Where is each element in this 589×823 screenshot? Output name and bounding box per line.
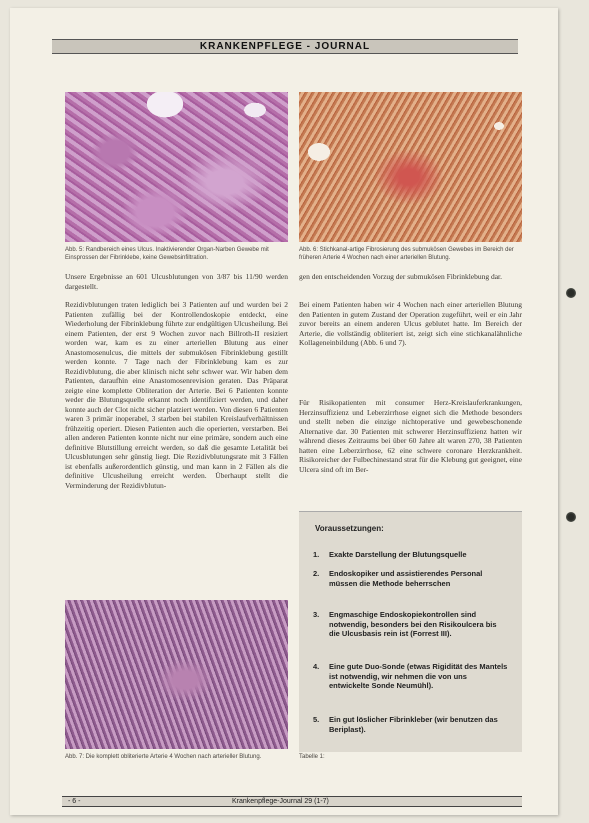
requirement-item [313, 569, 508, 588]
caption-fig5: Abb. 5: Randbereich eines Ulcus. Inaktivierender Organ-Narben Gewebe mit Einsprossen der Fibrinklebe, keine Gewebsinfiltration. [65, 247, 269, 261]
requirement-text: Ein gut löslicher Fibrinkleber (wir benutzen das Beriplast). [329, 715, 498, 734]
right-lead-paragraph: gen den entscheidenden Vorzug der submukösen Fibrinklebung dar. [299, 272, 503, 281]
requirement-number: 5. [313, 715, 320, 724]
requirements-box [299, 511, 522, 752]
right-body-paragraph-2: Für Risikopatienten mit consumer Herz-Kreislauferkrankungen, Herzinsuffizienz und Leberzirrhose eignet sich die Methode besonders und stellt neben die einzige nichtoperative und gewebeschonende Alternative dar. 30 Patienten mit schwerer Herzinsuffizienz hatten wir während dieses Zeitraums bei über 60 Jahre alt waren 270, 38 Patienten hatten eine Leberzirrhose, 62 eine schwere coronare Herzkrankheit. Risikoreicher der Fulbechinestand strat für die Klebung gut geeignet, eine Ulcera sind oft im Ber- [299, 398, 522, 474]
binder-hole [566, 512, 576, 522]
journal-citation: Krankenpflege-Journal 29 (1-7) [232, 798, 329, 805]
histology-photo-fig5 [65, 92, 288, 242]
requirement-number: 3. [313, 610, 320, 619]
requirement-item [313, 550, 508, 560]
journal-header: KRANKENPFLEGE - JOURNAL [52, 39, 518, 54]
requirement-item [313, 715, 508, 734]
intro-paragraph: Unsere Ergebnisse an 601 Ulcusblutungen von 3/87 bis 11/90 werden dargestellt. [65, 272, 288, 291]
requirement-number: 4. [313, 662, 320, 671]
left-body-paragraph: Rezidivblutungen traten lediglich bei 3 Patienten auf und wurden bei 2 Patienten zufällig bei der Kontrollendoskopie entdeckt, eine Wiederholung der Fibrinklebung führte zur endgültigen Ulcusheilung. Bei einem Patienten, der erst 9 Wochen zuvor nach Billroth-II resiziert worden war, kam es zu einer arteriellen Blutung aus einer Anastomosenulcus, die mittels der submukösen Fibrinklebung gestillt werden konnte. 7 Tage nach der Fibrinklebung kam es zur Rezidivblutung, die aber klinisch nicht sehr schwer war. Wir haben dem Patienten, daraufhin eine Anastomosenrevision geraten. Das Präparat zeigte eine komplette Obliteration der Arterie. Bei 6 Patienten konnte weder die Blutungsquelle erkannt noch identifiziert werden, und daher konnte auch der Clot nicht sicher platziert werden. Von diesen 6 Patienten waren 3 primär inoperabel, 3 starben bei stabilen Kreislaufverhältnissen frühzeitig operiert. Diesen Patienten auch die operierten, verstarben. Bei allen anderen Patienten konnte nicht nur eine primäre, sondern auch eine definitive Blutstillung erreicht werden, so daß die gesamte Letalität bei Ulcusblutungen sehr günstig liegt. Die Rezidivblutungsrate mit 3 Fällen ist ebenfalls außerordentlich günstig, und man kann in 2 Fällen als die definitive Ulcusheilung erreicht werden. Überhaupt stellt die Verminderung der Rezidivblutun- [65, 300, 288, 490]
requirement-item [313, 662, 508, 691]
caption-table: Tabelle 1: [299, 754, 325, 760]
caption-fig6: Abb. 6: Stichkanal-artige Fibrosierung des submukösen Gewebes im Bereich der früheren Arterie 4 Wochen nach einer arteriellen Blutung. [299, 247, 514, 261]
right-body-paragraph-1: Bei einem Patienten haben wir 4 Wochen nach einer arteriellen Blutung den Patienten in gutem Zustand der Operation zugeführt, weil er ein Jahr zuvor bereits an einem anderen Ulcus geblutet hatte. Im Bereich der Arterie, die vollständig obliteriert ist, zeigt sich eine stichkanalähnliche Kollageneinbildung (Abb. 6 und 7). [299, 300, 522, 347]
histology-photo-fig6 [299, 92, 522, 242]
page-number: - 6 - [68, 798, 81, 805]
requirement-text: Endoskopiker und assistierendes Personal müssen die Methode beherrschen [329, 569, 483, 588]
page-footer [62, 796, 522, 807]
binder-hole [566, 288, 576, 298]
requirement-text: Engmaschige Endoskopiekontrollen sind notwendig, besonders bei den Risikoulcera bis die Ulcusbasis rein ist (Forrest III). [329, 610, 497, 638]
requirement-text: Exakte Darstellung der Blutungsquelle [329, 550, 467, 559]
requirements-title: Voraussetzungen: [315, 524, 384, 533]
histology-photo-fig7 [65, 600, 288, 749]
requirement-item [313, 610, 508, 639]
caption-fig7: Abb. 7: Die komplett obliterierte Arterie 4 Wochen nach arterieller Blutung. [65, 754, 262, 760]
requirement-text: Eine gute Duo-Sonde (etwas Rigidität des Mantels ist notwendig, wir nehmen die von uns entwickelte Sonde Neumühl). [329, 662, 508, 690]
requirement-number: 2. [313, 569, 320, 578]
requirement-number: 1. [313, 550, 320, 559]
